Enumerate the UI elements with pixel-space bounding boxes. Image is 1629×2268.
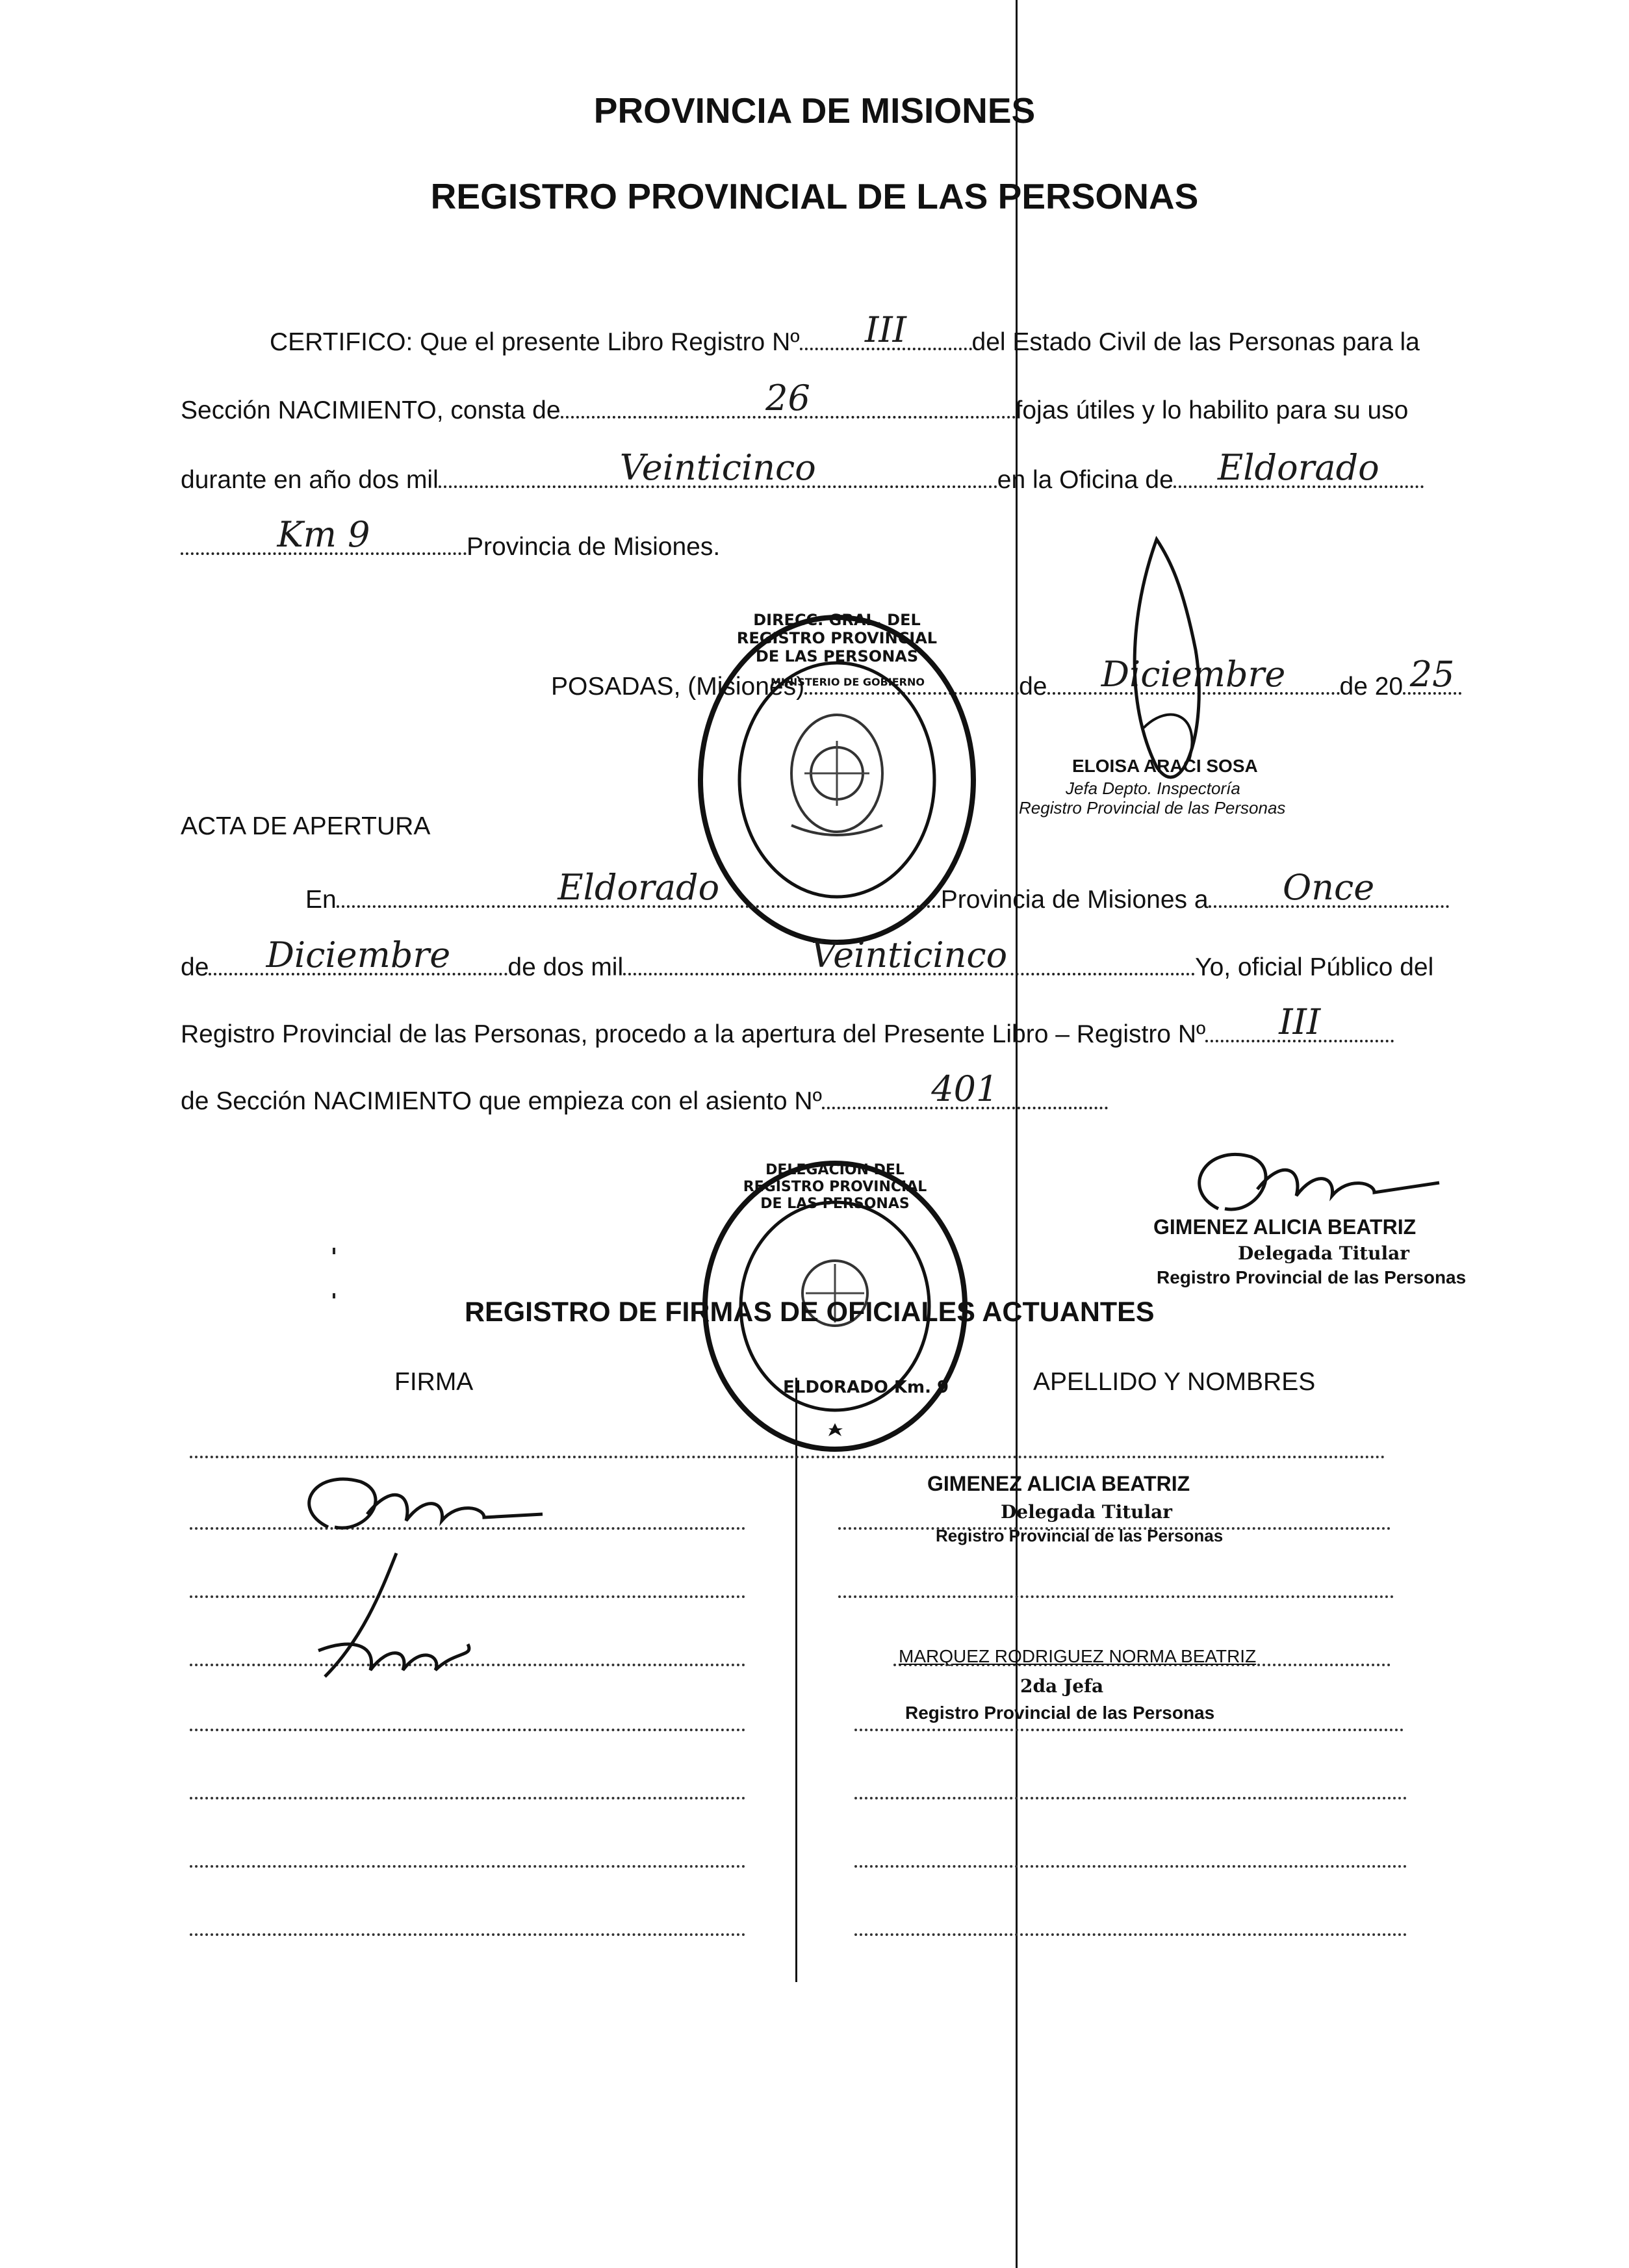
apertura-anio-value: Veinticinco [811,934,1008,975]
nombre-line-4 [854,1729,1404,1731]
apertura-asiento-value: 401 [931,1068,999,1109]
firma-line-5 [190,1797,745,1799]
apertura-lugar-value: Eldorado [558,867,720,908]
apertura-line-4 [181,1068,1108,1116]
cert-text-3b: en la Oficina de [997,466,1174,494]
oficina-field [1174,447,1424,488]
apertura-anio-field [623,934,1195,975]
registry-title: REGISTRO PROVINCIAL DE LAS PERSONAS [430,176,1199,216]
stamp-2-bottom-text: ELDORADO Km. 9 [783,1378,949,1397]
anio-field [439,447,997,488]
cert-text-2b: fojas útiles y lo habilito para su uso [1015,396,1409,424]
cert-text-1b: del Estado Civil de las Personas para la [971,328,1420,356]
fojas-value: 26 [765,378,810,419]
firma-entry-1-title1: Delegada Titular [1001,1501,1173,1523]
apertura-nro-value: III [1279,1001,1321,1042]
signature-2-title2: Registro Provincial de las Personas [1157,1267,1467,1287]
apertura-line-3 [181,1001,1394,1049]
firma-entry-1-title2: Registro Provincial de las Personas [936,1526,1224,1545]
signature-2-title1: Delegada Titular [1238,1243,1410,1264]
apertura-nro-field [1205,1001,1394,1042]
cert-line-2 [181,378,1409,425]
cert-line-3 [181,447,1424,495]
oficina-km-field [181,514,467,555]
anio-corto-value: 25 [1409,654,1455,695]
nombre-line-5 [854,1797,1407,1799]
signature-2-scribble [1179,1131,1452,1228]
firmas-col-firma: FIRMA [394,1368,474,1396]
libro-numero-value: III [865,309,906,350]
firma-line-6 [190,1865,745,1868]
signature-1-title2: Registro Provincial de las Personas [1019,798,1286,818]
anio-corto-field [1403,654,1461,695]
signature-2-name: GIMENEZ ALICIA BEATRIZ [1153,1215,1417,1239]
apertura-line4-text: de Sección NACIMIENTO que empieza con el asiento Nº [181,1087,822,1115]
firma-entry-2-scribble [299,1547,507,1690]
scan-speck-2 [333,1293,335,1298]
apertura-de-dos-mil: de dos mil [507,953,624,981]
firmas-line-top [190,1456,1385,1458]
apertura-en: En [305,886,337,914]
nombre-line-6 [854,1865,1407,1868]
apertura-line-2 [181,934,1434,982]
oficina-km-value: Km 9 [277,514,370,555]
province-title: PROVINCIA DE MISIONES [593,90,1036,131]
de-anio-label: de 20 [1339,673,1404,701]
apertura-provincia: Provincia de Misiones a [940,886,1209,914]
apertura-de: de [181,953,209,981]
firma-line-4 [190,1729,745,1731]
apertura-nro-label: Nº [1177,1020,1206,1048]
stamp-1-ring-text: DIRECC. GRAL. DEL REGISTRO PROVINCIAL DE LAS PERSONAS [736,611,938,665]
firma-line-7 [190,1933,745,1936]
scan-speck-1 [333,1248,335,1254]
stamp-1-inner-text: MINISTERIO DE GOBIERNO [771,676,925,688]
signature-1-name: ELOISA ARACI SOSA [1072,756,1258,776]
firma-entry-2-title1: 2da Jefa [1020,1675,1104,1697]
cert-line-1 [270,309,1420,357]
fojas-field [561,378,1016,419]
apertura-dia-value: Once [1282,867,1375,908]
firmas-col-nombres: APELLIDO Y NOMBRES [1033,1368,1316,1396]
firma-entry-2-graphic [299,1547,507,1690]
apertura-line3-text: Registro Provincial de las Personas, procedo a la apertura del Presente Libro – Registro [181,1020,1171,1048]
apertura-dia-field [1209,867,1449,908]
cert-text-2a: Sección NACIMIENTO, consta de [181,396,561,424]
signature-1-title1: Jefa Depto. Inspectoría [1066,779,1240,798]
apertura-yo: Yo, oficial Público del [1195,953,1434,981]
nombre-line-7 [854,1933,1407,1936]
cert-text-4b: Provincia de Misiones. [467,533,721,561]
posadas-label: POSADAS, (Misiones) [551,673,805,701]
apertura-title: ACTA DE APERTURA [181,812,431,840]
signature-2-graphic [1179,1131,1452,1228]
cert-text-3a: durante en año dos mil [181,466,439,494]
apertura-line-1 [305,867,1449,914]
firmas-title: REGISTRO DE FIRMAS DE OFICIALES ACTUANTES [465,1296,1155,1328]
nombre-line-2 [838,1595,1394,1598]
apertura-mes-field [209,934,507,975]
firma-entry-1-graphic [289,1462,549,1540]
apertura-asiento-field [822,1068,1108,1109]
apertura-lugar-field [337,867,941,908]
libro-numero-field [800,309,972,350]
de-label-1: de [1019,673,1047,701]
firma-entry-1-name: GIMENEZ ALICIA BEATRIZ [927,1472,1190,1495]
cert-line-4 [181,514,721,561]
stamp-2-ring-text: DELEGACION DEL REGISTRO PROVINCIAL DE LAS PERSONAS [743,1162,927,1212]
firma-entry-2-title2: Registro Provincial de las Personas [905,1703,1215,1723]
anio-value: Veinticinco [619,447,816,488]
firma-entry-2-name: MARQUEZ RODRIGUEZ NORMA BEATRIZ [899,1646,1257,1666]
apertura-mes-value: Diciembre [266,934,451,975]
scan-line-vertical-2 [795,1378,797,1982]
cert-text-1a: CERTIFICO: Que el presente Libro Registro Nº [270,328,800,356]
mes-value: Diciembre [1101,654,1286,695]
posadas-line [551,654,1461,701]
oficina-value: Eldorado [1217,447,1379,488]
firma-entry-1-scribble [289,1462,549,1540]
